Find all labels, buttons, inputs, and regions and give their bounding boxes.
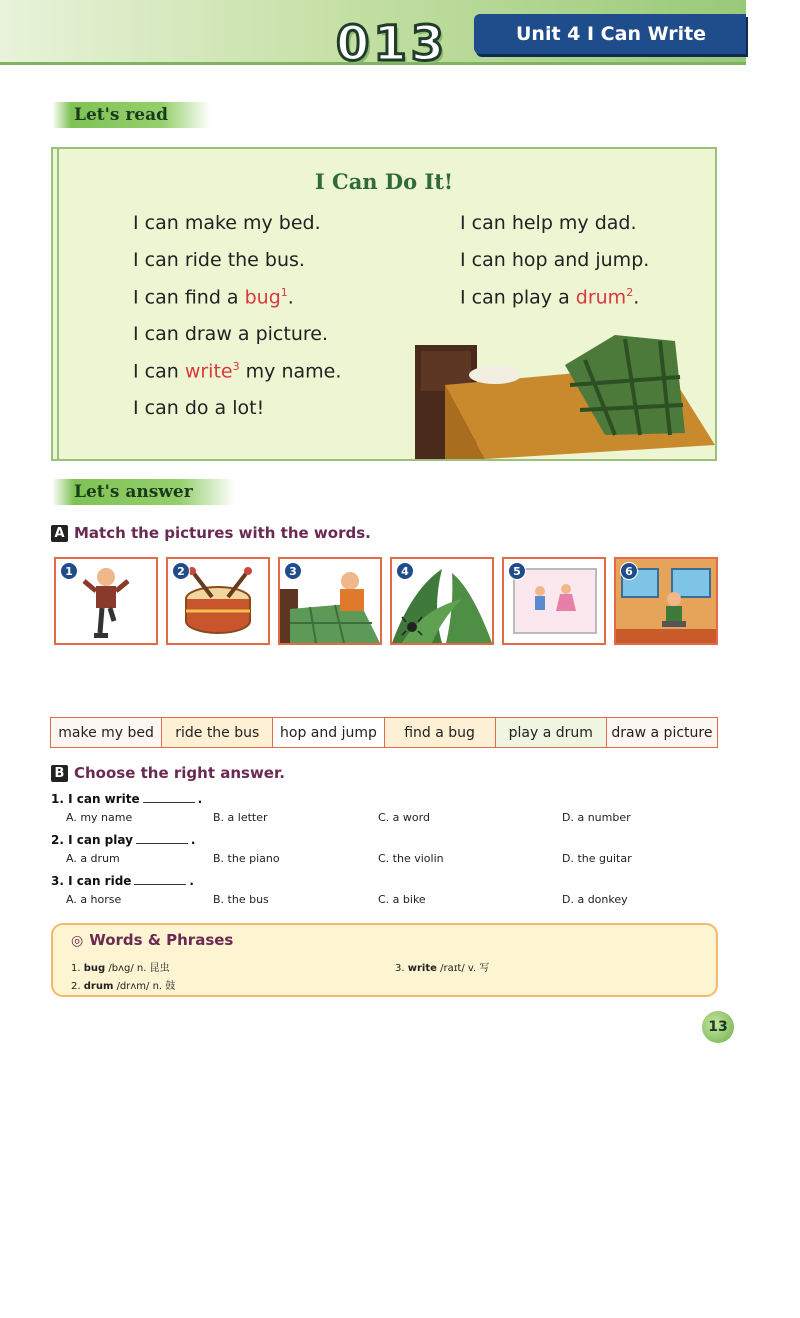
- unit-title: Unit 4 I Can Write: [474, 14, 746, 54]
- bed-illustration: [415, 325, 715, 459]
- page-number: 13: [702, 1011, 734, 1043]
- vocab-item-2: 2. drum /drʌm/ n. 鼓: [71, 981, 176, 992]
- poem-line-left-3: I can find a bug$^1$.: [133, 286, 294, 309]
- picture-1-hop-jump[interactable]: [54, 557, 158, 645]
- part-a-instruction: Match the pictures with the words.: [74, 524, 371, 542]
- q3-option-c[interactable]: C. a bike: [378, 893, 426, 906]
- match-word-1[interactable]: make my bed: [51, 718, 162, 747]
- answer-blank[interactable]: [143, 802, 195, 803]
- picture-number: 3: [284, 562, 302, 580]
- lets-answer-tag: Let's answer: [52, 479, 235, 505]
- match-word-5[interactable]: play a drum: [496, 718, 607, 747]
- poem-line-left-2: I can ride the bus.: [133, 249, 305, 271]
- poem-line-left-5: I can write$^3$ my name.: [133, 360, 342, 383]
- lesson-number: 013: [336, 16, 449, 72]
- picture-2-drum[interactable]: [166, 557, 270, 645]
- picture-3-make-bed[interactable]: [278, 557, 382, 645]
- picture-number: 2: [172, 562, 190, 580]
- reading-box: [51, 147, 717, 461]
- poem-line-left-6: I can do a lot!: [133, 397, 265, 419]
- picture-number: 4: [396, 562, 414, 580]
- part-a-letter: A: [51, 525, 68, 542]
- part-b-heading: [51, 764, 285, 782]
- poem-title: I Can Do It!: [314, 169, 454, 194]
- words-phrases-title: ◎ Words & Phrases: [71, 931, 234, 949]
- picture-number: 6: [620, 562, 638, 580]
- picture-number: 1: [60, 562, 78, 580]
- poem-line-right-2: I can hop and jump.: [460, 249, 650, 271]
- q1-option-b[interactable]: B. a letter: [213, 811, 268, 824]
- match-word-2[interactable]: ride the bus: [162, 718, 273, 747]
- part-b-letter: B: [51, 765, 68, 782]
- vocab-word-write: write: [184, 360, 233, 383]
- picture-5-draw-picture[interactable]: [502, 557, 606, 645]
- q2-option-a[interactable]: A. a drum: [66, 852, 120, 865]
- q2-option-b[interactable]: B. the piano: [213, 852, 280, 865]
- match-word-6[interactable]: draw a picture: [607, 718, 717, 747]
- picture-4-bug[interactable]: [390, 557, 494, 645]
- q2-option-c[interactable]: C. the violin: [378, 852, 444, 865]
- match-words-row: [50, 717, 718, 748]
- poem-line-right-3: I can play a drum$^2$.: [460, 286, 640, 309]
- poem-line-left-1: I can make my bed.: [133, 212, 321, 234]
- answer-blank[interactable]: [136, 843, 188, 844]
- words-phrases-box: [51, 923, 718, 997]
- vocab-word-drum: drum: [575, 286, 627, 309]
- poem-line-right-1: I can help my dad.: [460, 212, 637, 234]
- q1-option-c[interactable]: C. a word: [378, 811, 430, 824]
- question-2: 2. I can play .: [51, 833, 196, 847]
- question-3: 3. I can ride .: [51, 874, 194, 888]
- double-circle-icon: ◎: [71, 933, 84, 949]
- part-b-instruction: Choose the right answer.: [74, 764, 285, 782]
- match-word-3[interactable]: hop and jump: [273, 718, 384, 747]
- vocab-item-1: 1. bug /bʌg/ n. 昆虫: [71, 963, 170, 974]
- q1-option-d[interactable]: D. a number: [562, 811, 631, 824]
- part-a-heading: [51, 524, 371, 542]
- poem-line-left-4: I can draw a picture.: [133, 323, 328, 345]
- vocab-item-3: 3. write /raɪt/ v. 写: [395, 963, 490, 974]
- lets-read-tag: Let's read: [52, 102, 210, 128]
- picture-number: 5: [508, 562, 526, 580]
- q2-option-d[interactable]: D. the guitar: [562, 852, 632, 865]
- q3-option-d[interactable]: D. a donkey: [562, 893, 628, 906]
- vocab-word-bug: bug: [244, 286, 281, 309]
- q3-option-a[interactable]: A. a horse: [66, 893, 122, 906]
- answer-blank[interactable]: [134, 884, 186, 885]
- match-word-4[interactable]: find a bug: [385, 718, 496, 747]
- q3-option-b[interactable]: B. the bus: [213, 893, 269, 906]
- picture-6-ride-bus[interactable]: [614, 557, 718, 645]
- question-1: 1. I can write .: [51, 792, 203, 806]
- q1-option-a[interactable]: A. my name: [66, 811, 133, 824]
